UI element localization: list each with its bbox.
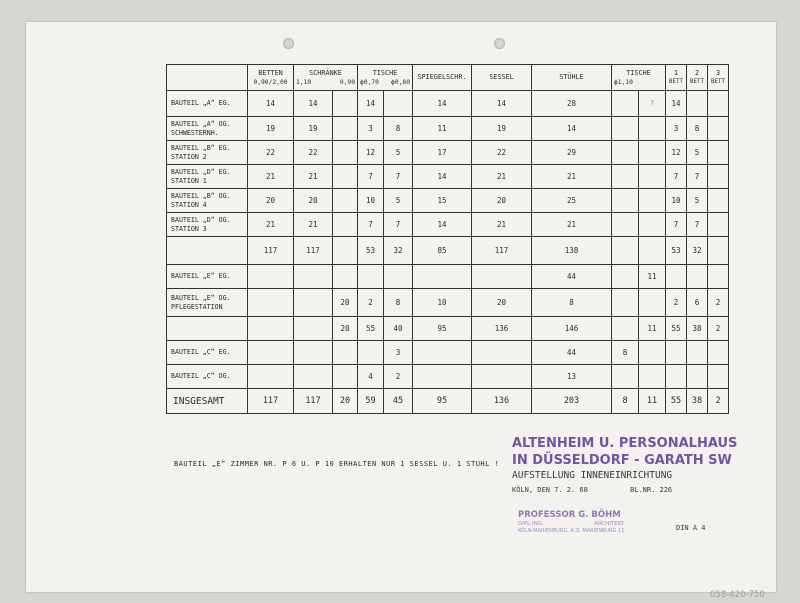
table-cell (612, 237, 639, 265)
table-cell: 5 (687, 141, 708, 165)
schraenke-label: SCHRÄNKE (309, 68, 342, 77)
table-cell: 3 (384, 341, 413, 365)
table-cell: 8 (532, 289, 612, 317)
table-cell: 53 (358, 237, 384, 265)
table-cell: 117 (248, 237, 294, 265)
table-cell: 8 (612, 341, 639, 365)
row-label-line1: BAUTEIL „B“ OG. (171, 191, 231, 200)
table-cell (666, 365, 687, 389)
table-cell (248, 365, 294, 389)
total-cell: 117 (294, 389, 333, 414)
tische-size-a: ϕ0,70 (360, 78, 379, 86)
table-cell: 8 (384, 117, 413, 141)
total-cell: 8 (612, 389, 639, 414)
table-cell: 3 (358, 117, 384, 141)
table-cell: 21 (294, 165, 333, 189)
table-cell (612, 189, 639, 213)
table-cell (358, 341, 384, 365)
row-label (167, 265, 248, 289)
header-stuehle: STÜHLE (532, 65, 612, 91)
table-cell (666, 341, 687, 365)
table-cell: 6 (687, 289, 708, 317)
table-cell (294, 365, 333, 389)
row-label-line1: BAUTEIL „A“ OG. (171, 119, 231, 128)
table-cell: 22 (248, 141, 294, 165)
betten-label: BETTEN (258, 68, 283, 77)
table-cell: 21 (472, 213, 532, 237)
row-label-line1: BAUTEIL „A“ EG. (171, 99, 231, 107)
row-label-line2: SCHWESTERNH. (171, 128, 219, 137)
total-cell: 2 (708, 389, 729, 414)
table-cell: 10 (666, 189, 687, 213)
table-cell: 21 (248, 213, 294, 237)
punch-hole-left (283, 38, 294, 49)
table-cell: 17 (413, 141, 472, 165)
table-cell (612, 117, 639, 141)
table-cell (639, 141, 666, 165)
table-cell: 85 (413, 237, 472, 265)
table-cell: 8 (384, 289, 413, 317)
row-label (167, 91, 248, 117)
header-sessel: SESSEL (472, 65, 532, 91)
row-label (167, 237, 248, 265)
total-cell: 45 (384, 389, 413, 414)
table-cell: 146 (532, 317, 612, 341)
architect-stamp-role: ARCHITEKT (594, 521, 625, 527)
table-cell: 2 (666, 289, 687, 317)
table-cell (413, 341, 472, 365)
schraenke-size-b: 0,90 (339, 78, 355, 86)
stamp-date: KÖLN, DEN 7. 2. 68 (512, 486, 588, 494)
row-label-line1: BAUTEIL „D“ OG. (171, 215, 231, 224)
table-cell (333, 165, 358, 189)
table-cell: 44 (532, 341, 612, 365)
table-cell: 7 (666, 213, 687, 237)
row-label-line2: STATION 2 (171, 152, 207, 161)
row-label (167, 141, 248, 165)
table-cell: 20 (333, 289, 358, 317)
table-row (167, 213, 729, 237)
table-cell: 32 (687, 237, 708, 265)
table-cell: 11 (639, 317, 666, 341)
table-cell: 19 (248, 117, 294, 141)
bett3-number: 3 (715, 68, 721, 77)
table-cell: 20 (294, 189, 333, 213)
table-cell (333, 237, 358, 265)
row-label-line1: BAUTEIL „C“ EG. (171, 348, 231, 356)
table-cell: 136 (472, 317, 532, 341)
table-cell: 7 (687, 165, 708, 189)
table-cell: 117 (294, 237, 333, 265)
table-cell (639, 189, 666, 213)
table-cell (358, 265, 384, 289)
stamp-title-line1: ALTENHEIM U. PERSONALHAUS (512, 436, 738, 451)
table-cell: 7 (358, 213, 384, 237)
table-row (167, 237, 729, 265)
table-cell: 19 (472, 117, 532, 141)
table-cell: 28 (532, 91, 612, 117)
table-row (167, 341, 729, 365)
table-cell (687, 341, 708, 365)
table-cell: ? (639, 91, 666, 117)
table-cell: 53 (666, 237, 687, 265)
tische-size-b: ϕ0,80 (391, 78, 410, 86)
bett1-number: 1 (673, 68, 679, 77)
table-cell: 21 (532, 165, 612, 189)
table-cell: 14 (413, 165, 472, 189)
table-cell (294, 317, 333, 341)
tische2-size-a: ϕ1,10 (614, 78, 633, 86)
table-cell (384, 91, 413, 117)
table-cell: 40 (384, 317, 413, 341)
row-label-line2: PFLEGESTATION (171, 302, 223, 311)
table-cell (612, 141, 639, 165)
table-cell: 5 (384, 141, 413, 165)
row-label-line2: STATION 4 (171, 200, 207, 209)
table-cell (612, 91, 639, 117)
table-cell: 95 (413, 317, 472, 341)
table-cell: 38 (687, 317, 708, 341)
table-cell (248, 289, 294, 317)
table-cell (333, 189, 358, 213)
table-cell: 5 (687, 189, 708, 213)
table-cell (333, 91, 358, 117)
row-label-line1: BAUTEIL „E“ EG. (171, 272, 231, 280)
table-cell (294, 341, 333, 365)
bett2-label: BETT (690, 78, 704, 85)
table-cell (639, 289, 666, 317)
tische2-label: TISCHE (626, 68, 651, 77)
table-cell: 20 (248, 189, 294, 213)
table-cell: 55 (358, 317, 384, 341)
table-cell (384, 265, 413, 289)
total-cell: 20 (333, 389, 358, 414)
row-label (167, 117, 248, 141)
table-cell (639, 117, 666, 141)
header-betten (248, 65, 294, 91)
table-cell: 32 (384, 237, 413, 265)
table-cell (612, 289, 639, 317)
table-cell (333, 365, 358, 389)
table-cell: 8 (687, 117, 708, 141)
row-label (167, 165, 248, 189)
table-cell: 20 (472, 289, 532, 317)
table-cell (612, 213, 639, 237)
table-cell (413, 265, 472, 289)
table-row (167, 365, 729, 389)
table-cell: 4 (358, 365, 384, 389)
table-cell (708, 265, 729, 289)
table-cell (472, 365, 532, 389)
header-tische-2 (612, 65, 666, 91)
table-cell (708, 141, 729, 165)
table-cell: 21 (532, 213, 612, 237)
stamp-subject: AUFSTELLUNG INNENEINRICHTUNG (512, 470, 673, 481)
table-cell (333, 141, 358, 165)
table-cell (333, 117, 358, 141)
table-cell (639, 237, 666, 265)
table-row (167, 189, 729, 213)
table-cell: 14 (413, 213, 472, 237)
table-cell (612, 365, 639, 389)
table-cell: 55 (666, 317, 687, 341)
table-cell (687, 265, 708, 289)
footnote: BAUTEIL „E“ ZIMMER NR. P 6 U. P 10 ERHALTEN NUR 1 SESSEL U. 1 STUHL ! (174, 460, 500, 468)
table-cell (248, 265, 294, 289)
table-cell: 14 (472, 91, 532, 117)
document-sheet (26, 22, 776, 600)
table-cell (294, 265, 333, 289)
stamp-title-line2: IN DÜSSELDORF - GARATH SW (512, 453, 732, 468)
table-cell: 3 (666, 117, 687, 141)
table-cell (639, 341, 666, 365)
table-cell: 2 (708, 317, 729, 341)
table-cell (248, 341, 294, 365)
table-row (167, 289, 729, 317)
table-cell: 14 (532, 117, 612, 141)
table-cell (708, 165, 729, 189)
table-cell: 14 (666, 91, 687, 117)
table-cell: 7 (384, 165, 413, 189)
punch-hole-right (494, 38, 505, 49)
row-label (167, 289, 248, 317)
total-cell: 203 (532, 389, 612, 414)
header-bett-3 (708, 65, 729, 91)
row-label-line1: BAUTEIL „C“ OG. (171, 372, 231, 380)
table-cell: 117 (472, 237, 532, 265)
row-label-line2: STATION 1 (171, 176, 207, 185)
table-cell: 138 (532, 237, 612, 265)
row-label (167, 317, 248, 341)
row-label (167, 189, 248, 213)
total-cell: 136 (472, 389, 532, 414)
table-cell: 22 (294, 141, 333, 165)
row-label (167, 365, 248, 389)
table-cell: 12 (358, 141, 384, 165)
table-cell (708, 365, 729, 389)
table-cell: 2 (384, 365, 413, 389)
table-cell: 14 (248, 91, 294, 117)
table-cell (639, 365, 666, 389)
table-cell (612, 165, 639, 189)
stamp-sheet-number: BL.NR. 226 (630, 486, 673, 494)
total-cell: 55 (666, 389, 687, 414)
betten-size: 0,90/2,00 (253, 78, 288, 86)
table-cell (333, 213, 358, 237)
tische-label: TISCHE (372, 68, 398, 77)
table-cell: 11 (639, 265, 666, 289)
table-cell: 2 (708, 289, 729, 317)
table-cell (472, 265, 532, 289)
table-cell (612, 317, 639, 341)
table-cell (687, 91, 708, 117)
total-label: INSGESAMT (167, 389, 248, 414)
table-cell: 19 (294, 117, 333, 141)
table-cell: 20 (333, 317, 358, 341)
table-row (167, 165, 729, 189)
header-bett-2 (687, 65, 708, 91)
table-cell (687, 365, 708, 389)
table-row (167, 317, 729, 341)
inventory-table (166, 64, 729, 414)
table-cell (413, 365, 472, 389)
corner-cell (167, 65, 248, 91)
bett3-label: BETT (711, 78, 725, 85)
header-tische (358, 65, 413, 91)
table-cell (333, 265, 358, 289)
table-cell (708, 213, 729, 237)
header-schraenke (294, 65, 358, 91)
total-cell: 11 (639, 389, 666, 414)
paper-format: DIN A 4 (676, 524, 706, 532)
table-cell (708, 341, 729, 365)
table-cell (708, 237, 729, 265)
table-cell: 13 (532, 365, 612, 389)
table-row (167, 265, 729, 289)
table-cell (639, 213, 666, 237)
table-cell (612, 265, 639, 289)
table-row (167, 117, 729, 141)
bett2-number: 2 (694, 68, 700, 77)
header-spiegelschr: SPIEGELSCHR. (413, 65, 472, 91)
table-cell (708, 117, 729, 141)
row-label-line2: STATION 3 (171, 224, 207, 233)
table-cell: 14 (413, 91, 472, 117)
table-cell: 22 (472, 141, 532, 165)
table-cell: 12 (666, 141, 687, 165)
total-cell: 117 (248, 389, 294, 414)
table-cell (333, 341, 358, 365)
table-cell: 15 (413, 189, 472, 213)
architect-stamp-name: PROFESSOR G. BÖHM (518, 510, 621, 520)
table-cell: 14 (358, 91, 384, 117)
total-cell: 38 (687, 389, 708, 414)
table-cell: 20 (472, 189, 532, 213)
table-cell (472, 341, 532, 365)
table-cell: 44 (532, 265, 612, 289)
table-cell (639, 165, 666, 189)
table-row (167, 91, 729, 117)
bett1-label: BETT (669, 78, 683, 85)
table-cell: 29 (532, 141, 612, 165)
total-cell: 59 (358, 389, 384, 414)
row-label (167, 341, 248, 365)
table-cell: 7 (687, 213, 708, 237)
table-cell (666, 265, 687, 289)
architect-stamp-address: KÖLN-MARIENBURG, A.D. MARIENBURG 11 (518, 528, 625, 534)
table-cell: 25 (532, 189, 612, 213)
table-cell: 14 (294, 91, 333, 117)
table-cell (708, 189, 729, 213)
table-cell: 10 (413, 289, 472, 317)
pencil-archive-number: 058-420-750 (710, 590, 765, 600)
table-cell: 21 (472, 165, 532, 189)
table-cell: 7 (384, 213, 413, 237)
total-cell: 95 (413, 389, 472, 414)
table-cell: 11 (413, 117, 472, 141)
table-cell: 10 (358, 189, 384, 213)
table-cell: 7 (666, 165, 687, 189)
total-row (167, 389, 729, 414)
header-bett-1 (666, 65, 687, 91)
row-label-line1: BAUTEIL „D“ EG. (171, 167, 231, 176)
table-cell: 2 (358, 289, 384, 317)
row-label-line1: BAUTEIL „B“ EG. (171, 143, 231, 152)
table-cell: 21 (294, 213, 333, 237)
row-label (167, 213, 248, 237)
header-row (167, 65, 729, 91)
table-cell: 5 (384, 189, 413, 213)
table-cell (294, 289, 333, 317)
architect-stamp-title: DIPL.ING. (518, 521, 544, 527)
schraenke-size-a: 1,10 (296, 78, 312, 86)
row-label-line1: BAUTEIL „E“ OG. (171, 293, 231, 302)
table-row (167, 141, 729, 165)
table-cell (708, 91, 729, 117)
table-cell: 21 (248, 165, 294, 189)
table-cell: 7 (358, 165, 384, 189)
table-cell (248, 317, 294, 341)
